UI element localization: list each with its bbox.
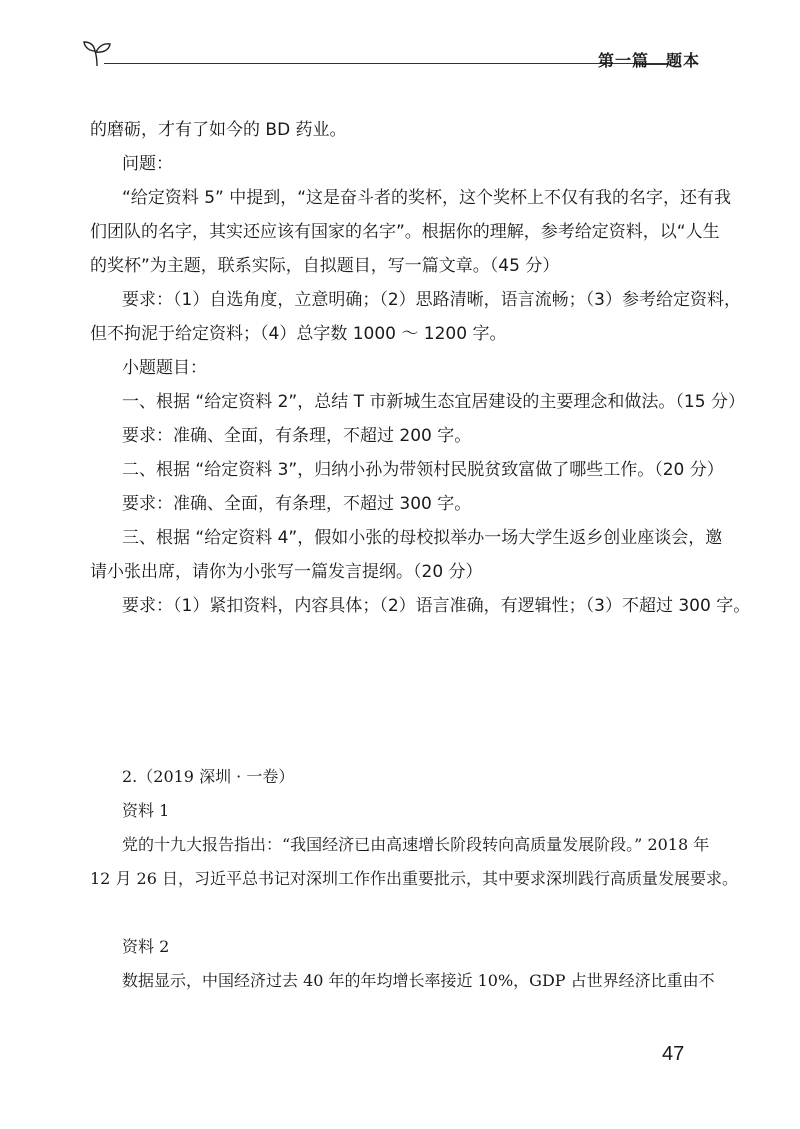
subquestion-1: 一、根据 “给定资料 2”，总结 T 市新城生态宜居建设的主要理念和做法。（15 分）	[122, 392, 745, 412]
subquestion-3: 三、根据 “给定资料 4”，假如小张的母校拟举办一场大学生返乡创业座谈会，邀	[122, 528, 723, 548]
text-line: 党的十九大报告指出：“我国经济已由高速增长阶段转向高质量发展阶段。” 2018 年	[122, 835, 710, 854]
question-label: 问题：	[122, 154, 173, 174]
spacer	[90, 896, 700, 930]
page-number: 47	[662, 1043, 685, 1065]
section-1-text	[90, 113, 751, 623]
requirement-line: 要求：（1）紧扣资料，内容具体；（2）语言准确，有逻辑性；（3）不超过 300 字。	[122, 596, 751, 616]
header-rule	[104, 63, 668, 64]
requirement-line: 要求：准确、全面，有条理，不超过 200 字。	[122, 426, 472, 446]
text-line: 请小张出席，请你为小张写一篇发言提纲。（20 分）	[90, 562, 483, 582]
requirement-line: 要求：（1）自选角度，立意明确；（2）思路清晰，语言流畅；（3）参考给定资料，	[122, 290, 741, 310]
section-2-text	[90, 760, 738, 998]
page-header	[82, 34, 700, 74]
chapter-title: 第一篇 题本	[597, 51, 700, 70]
text-line: 但不拘泥于给定资料；（4）总字数 1000 ～ 1200 字。	[90, 324, 507, 344]
material-label: 资料 2	[122, 937, 170, 956]
text-line: 的磨砺，才有了如今的 BD 药业。	[90, 120, 347, 140]
text-line: 12 月 26 日，习近平总书记对深圳工作作出重要批示，其中要求深圳践行高质量发展要求。	[90, 869, 738, 888]
section-heading: 2.（2019 深圳 · 一卷）	[122, 767, 295, 786]
text-line: 数据显示，中国经济过去 40 年的年均增长率接近 10%，GDP 占世界经济比重由不	[122, 971, 715, 990]
text-line: 们团队的名字，其实还应该有国家的名字”。根据你的理解，参考给定资料，以“人生	[90, 222, 720, 242]
subquestion-heading: 小题题目：	[122, 358, 207, 378]
text-line: 的奖杯”为主题，联系实际，自拟题目，写一篇文章。（45 分）	[90, 256, 560, 276]
text-line: “给定资料 5” 中提到，“这是奋斗者的奖杯，这个奖杯上不仅有我的名字，还有我	[122, 188, 732, 208]
subquestion-2: 二、根据 “给定资料 3”，归纳小孙为带领村民脱贫致富做了哪些工作。（20 分）	[122, 460, 724, 480]
material-label: 资料 1	[122, 801, 170, 820]
requirement-line: 要求：准确、全面，有条理，不超过 300 字。	[122, 494, 472, 514]
